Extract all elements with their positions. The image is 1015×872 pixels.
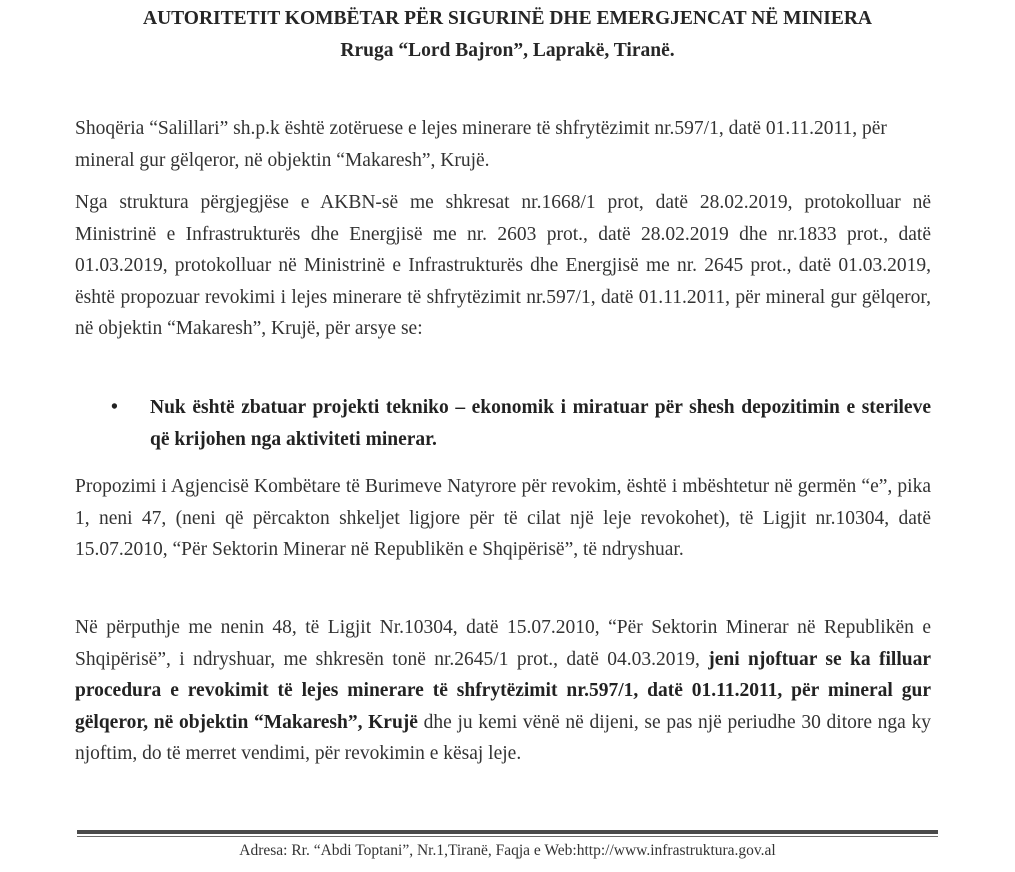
footer-divider-thick [77,830,938,834]
paragraph-notification [75,612,931,770]
authority-address: Rruga “Lord Bajron”, Laprakë, Tiranë. [340,40,675,61]
authority-title: AUTORITETIT KOMBËTAR PËR SIGURINË DHE EMERGJENCAT NË MINIERA [142,8,873,29]
paragraph-license-holder: Shoqëria “Salillari” sh.p.k është zotëruese e lejes minerare të shfrytëzimit nr.597/1, datë 01.11.2011, për mineral gur gëlqeror, në objektin “Makaresh”, Krujë. [75,118,887,171]
bullet-icon: • [111,397,118,418]
paragraph-legal-basis: Propozimi i Agjencisë Kombëtare të Burimeve Natyrore për revokim, është i mbështetur në germën “e”, pika 1, neni 47, (neni që përcakton shkeljet ligjore për të cilat një leje revokohet), të Ligjit nr.10304, datë 15.07.2010, “Për Sektorin Minerar në Republikën e Shqipërisë”, të ndryshuar. [75,476,931,560]
reason-text: Nuk është zbatuar projekti tekniko – ekonomik i miratuar për shesh depozitimin e sterileve që krijohen nga aktiviteti minerar. [150,397,931,450]
notification-text-intro: Në përputhje me nenin 48, të Ligjit Nr.10304, datë 15.07.2010, “Për Sektorin Minerar në Republikën e Shqipërisë”, i ndryshuar, me shkresën tonë nr.2645/1 prot., datë 04.03.2019, [75,617,931,670]
notification-text-bold: jeni njoftuar se ka filluar procedura e revokimit të lejes minerare të shfrytëzimit nr.597/1, datë 01.11.2011, për mineral gur gëlqeror, në objektin “Makaresh”, Krujë [75,648,931,733]
footer-address: Adresa: Rr. “Abdi Toptani”, Nr.1,Tiranë, Faqja e Web:http://www.infrastruktura.gov.al [239,842,776,859]
footer-divider-thin [77,836,938,837]
paragraph-revocation-proposal: Nga struktura përgjegjëse e AKBN-së me shkresat nr.1668/1 prot, datë 28.02.2019, protokolluar në Ministrinë e Infrastrukturës dhe Energjisë me nr. 2603 prot., datë 28.02.2019 dhe nr.1833 prot., datë 01.03.2019, protokolluar në Ministrinë e Infrastrukturës dhe Energjisë me nr. 2645 prot., datë 01.03.2019, është propozuar revokimi i lejes minerare të shfrytëzimit nr.597/1, datë 01.11.2011, për mineral gur gëlqeror, në objektin “Makaresh”, Krujë, për arsye se: [75,192,931,339]
notification-text-outro: dhe ju kemi vënë në dijeni, se pas një periudhe 30 ditore nga ky njoftim, do të merret vendimi, për revokimin e kësaj leje. [75,711,931,764]
